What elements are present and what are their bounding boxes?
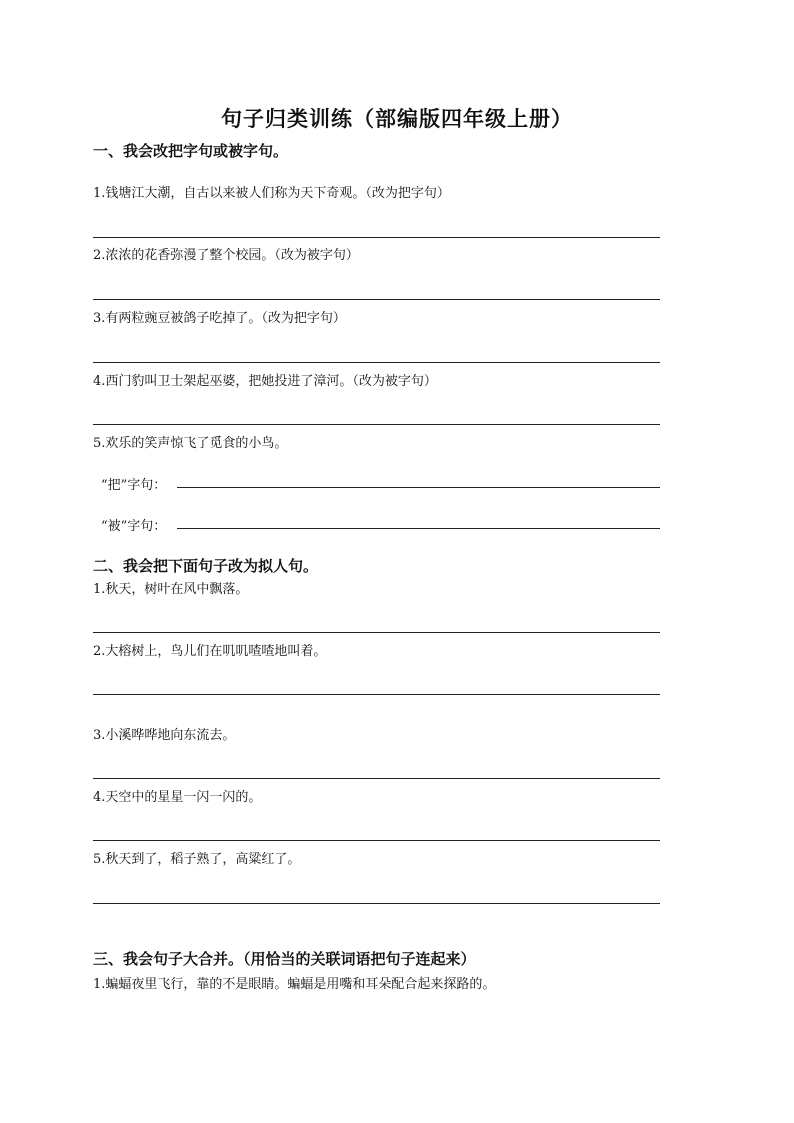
s1-question-3: 3.有两粒豌豆被鸽子吃掉了。（改为把字句） — [93, 311, 346, 326]
ba-sentence-label: “把”字句： — [101, 478, 167, 493]
s2-answer-line-4[interactable] — [93, 840, 660, 841]
s2-answer-line-5[interactable] — [93, 903, 660, 904]
section-3-heading: 三、我会句子大合并。（用恰当的关联词语把句子连起来） — [93, 950, 476, 968]
s2-answer-line-2[interactable] — [93, 694, 660, 695]
section-1-heading: 一、我会改把字句或被字句。 — [93, 142, 289, 160]
section-2-heading: 二、我会把下面句子改为拟人句。 — [93, 557, 319, 575]
s1-answer-line-3[interactable] — [93, 362, 660, 363]
s2-question-5: 5.秋天到了，稻子熟了，高粱红了。 — [93, 852, 301, 867]
ba-sentence-answer-line[interactable] — [177, 487, 660, 488]
s2-question-2: 2.大榕树上，鸟儿们在叽叽喳喳地叫着。 — [93, 644, 327, 659]
s1-answer-line-4[interactable] — [93, 424, 660, 425]
s1-answer-line-2[interactable] — [93, 299, 660, 300]
bei-sentence-label: “被”字句： — [101, 519, 167, 534]
s1-question-4: 4.西门豹叫卫士架起巫婆，把她投进了漳河。（改为被字句） — [93, 374, 437, 389]
s1-question-2: 2.浓浓的花香弥漫了整个校园。（改为被字句） — [93, 248, 359, 263]
s1-answer-line-1[interactable] — [93, 237, 660, 238]
bei-sentence-answer-line[interactable] — [177, 528, 660, 529]
s2-question-4: 4.天空中的星星一闪一闪的。 — [93, 790, 262, 805]
s1-question-1: 1.钱塘江大潮，自古以来被人们称为天下奇观。（改为把字句） — [93, 186, 450, 201]
s3-question-1: 1.蝙蝠夜里飞行，靠的不是眼睛。蝙蝠是用嘴和耳朵配合起来探路的。 — [93, 977, 496, 992]
s2-question-1: 1.秋天，树叶在风中飘落。 — [93, 582, 249, 597]
s2-question-3: 3.小溪哗哗地向东流去。 — [93, 728, 236, 743]
s1-question-5: 5.欢乐的笑声惊飞了觅食的小鸟。 — [93, 436, 288, 451]
s2-answer-line-3[interactable] — [93, 778, 660, 779]
s2-answer-line-1[interactable] — [93, 632, 660, 633]
page-title: 句子归类训练（部编版四年级上册） — [221, 106, 573, 131]
